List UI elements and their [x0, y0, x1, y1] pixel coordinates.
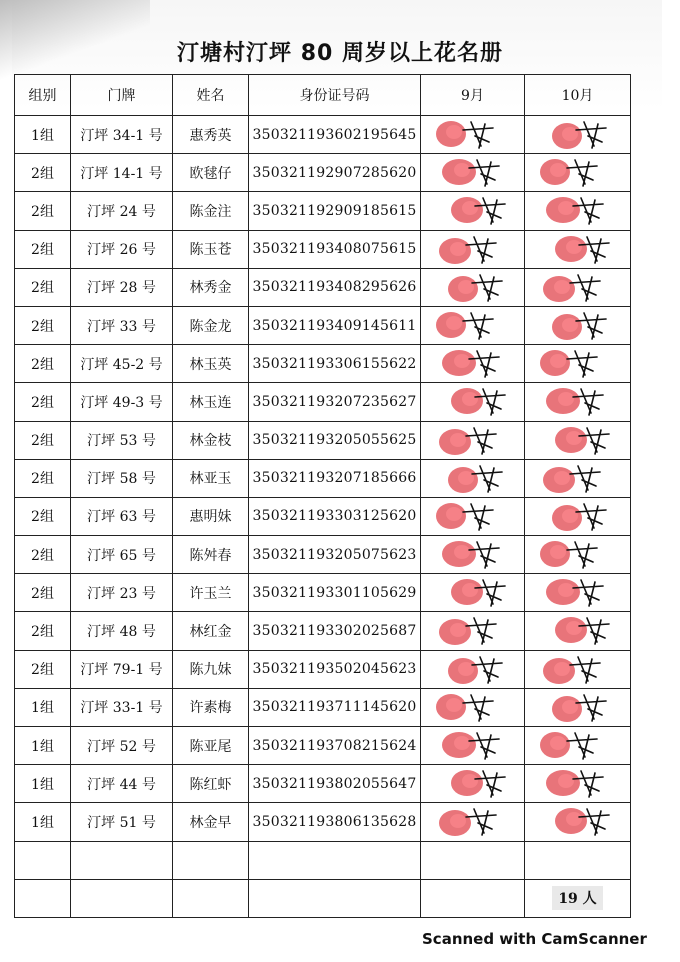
- id-cell: 350321193205055625: [249, 421, 421, 459]
- total-cell: [525, 879, 631, 917]
- door-cell: 汀坪 58 号: [71, 459, 173, 497]
- door-cell: 汀坪 53 号: [71, 421, 173, 459]
- handwritten-signature: [463, 122, 493, 148]
- sig-month-9: [421, 497, 525, 535]
- sig-month-10: [525, 765, 631, 803]
- handwritten-signature: [463, 313, 493, 339]
- id-cell: 350321193708215624: [249, 727, 421, 765]
- fingerprint-stamp: [421, 574, 521, 610]
- fingerprint-stamp: [525, 803, 625, 839]
- sig-month-9: [421, 383, 525, 421]
- sig-month-10: [525, 612, 631, 650]
- roster-table: [14, 74, 631, 918]
- name-cell: 欧毬仔: [173, 154, 249, 192]
- table-row: [15, 727, 631, 765]
- header-row: [15, 75, 631, 116]
- table-row: [15, 306, 631, 344]
- id-cell: 350321193207185666: [249, 459, 421, 497]
- id-cell: 350321192909185615: [249, 192, 421, 230]
- fingerprint-stamp: [421, 689, 521, 725]
- sig-month-9: [421, 650, 525, 688]
- fingerprint-stamp: [421, 612, 521, 648]
- sig-month-9: [421, 230, 525, 268]
- fingerprint-stamp: [421, 231, 521, 267]
- group-cell: 2组: [15, 497, 71, 535]
- sig-month-10: [525, 230, 631, 268]
- name-cell: 陈玉苍: [173, 230, 249, 268]
- blank-row: [15, 841, 631, 879]
- sig-month-9: [421, 192, 525, 230]
- group-cell: 2组: [15, 268, 71, 306]
- door-cell: 汀坪 65 号: [71, 536, 173, 574]
- fingerprint-stamp: [421, 345, 521, 381]
- door-cell: 汀坪 63 号: [71, 497, 173, 535]
- door-cell: 汀坪 52 号: [71, 727, 173, 765]
- door-cell: 汀坪 23 号: [71, 574, 173, 612]
- table-row: [15, 192, 631, 230]
- door-cell: 汀坪 49-3 号: [71, 383, 173, 421]
- door-cell: 汀坪 14-1 号: [71, 154, 173, 192]
- sig-month-10: [525, 116, 631, 154]
- name-cell: 陈九妹: [173, 650, 249, 688]
- door-cell: 汀坪 51 号: [71, 803, 173, 841]
- sig-month-10: [525, 383, 631, 421]
- fingerprint-stamp: [525, 612, 625, 648]
- name-cell: 陈金注: [173, 192, 249, 230]
- door-cell: 汀坪 33-1 号: [71, 688, 173, 726]
- handwritten-signature: [463, 695, 493, 721]
- sig-month-10: [525, 306, 631, 344]
- name-cell: 林玉英: [173, 345, 249, 383]
- fingerprint-stamp: [525, 460, 625, 496]
- table-row: [15, 688, 631, 726]
- fingerprint-stamp: [525, 231, 625, 267]
- group-cell: 2组: [15, 192, 71, 230]
- sig-month-10: [525, 650, 631, 688]
- fingerprint-stamp: [525, 192, 625, 228]
- table-row: [15, 383, 631, 421]
- sig-month-10: [525, 421, 631, 459]
- id-cell: 350321193409145611: [249, 306, 421, 344]
- door-cell: 汀坪 24 号: [71, 192, 173, 230]
- id-cell: 350321193408075615: [249, 230, 421, 268]
- name-cell: 林金枝: [173, 421, 249, 459]
- sig-month-9: [421, 154, 525, 192]
- sig-month-10: [525, 803, 631, 841]
- sig-month-10: [525, 727, 631, 765]
- table-row: [15, 230, 631, 268]
- table-row: [15, 154, 631, 192]
- fingerprint-stamp: [421, 192, 521, 228]
- handwritten-signature: [567, 733, 597, 759]
- fingerprint-stamp: [421, 498, 521, 534]
- sig-month-9: [421, 803, 525, 841]
- sig-month-9: [421, 688, 525, 726]
- table-row: [15, 765, 631, 803]
- sig-month-10: [525, 459, 631, 497]
- sig-month-9: [421, 345, 525, 383]
- sig-month-9: [421, 421, 525, 459]
- header-month-9: 9月: [421, 75, 525, 116]
- group-cell: 2组: [15, 421, 71, 459]
- group-cell: 2组: [15, 574, 71, 612]
- id-cell: 350321193301105629: [249, 574, 421, 612]
- id-cell: 350321193711145620: [249, 688, 421, 726]
- name-cell: 林秀金: [173, 268, 249, 306]
- table-row: [15, 612, 631, 650]
- group-cell: 1组: [15, 803, 71, 841]
- group-cell: 1组: [15, 765, 71, 803]
- handwritten-signature: [567, 542, 597, 568]
- sig-month-9: [421, 268, 525, 306]
- header-door: 门牌: [71, 75, 173, 116]
- sig-month-10: [525, 688, 631, 726]
- fingerprint-stamp: [525, 345, 625, 381]
- table-row: [15, 268, 631, 306]
- sig-month-9: [421, 306, 525, 344]
- table-row: [15, 803, 631, 841]
- id-cell: 350321193303125620: [249, 497, 421, 535]
- table-row: [15, 536, 631, 574]
- header-month-10: 10月: [525, 75, 631, 116]
- group-cell: 1组: [15, 116, 71, 154]
- id-cell: 350321193502045623: [249, 650, 421, 688]
- fingerprint-stamp: [421, 269, 521, 305]
- id-cell: 350321193802055647: [249, 765, 421, 803]
- door-cell: 汀坪 48 号: [71, 612, 173, 650]
- fingerprint-stamp: [525, 689, 625, 725]
- name-cell: 惠明妹: [173, 497, 249, 535]
- fingerprint-stamp: [421, 116, 521, 152]
- table-row: [15, 574, 631, 612]
- group-cell: 2组: [15, 154, 71, 192]
- id-cell: 350321193408295626: [249, 268, 421, 306]
- group-cell: 2组: [15, 230, 71, 268]
- group-cell: 1组: [15, 688, 71, 726]
- id-cell: 350321193602195645: [249, 116, 421, 154]
- fingerprint-stamp: [421, 422, 521, 458]
- id-cell: 350321193207235627: [249, 383, 421, 421]
- fingerprint-stamp: [421, 765, 521, 801]
- group-cell: 2组: [15, 345, 71, 383]
- fingerprint-stamp: [525, 727, 625, 763]
- table-body: [15, 116, 631, 842]
- handwritten-signature: [567, 160, 597, 186]
- table-row: [15, 459, 631, 497]
- door-cell: 汀坪 44 号: [71, 765, 173, 803]
- sig-month-9: [421, 727, 525, 765]
- total-row: [15, 879, 631, 917]
- group-cell: 2组: [15, 459, 71, 497]
- table-row: [15, 116, 631, 154]
- fingerprint-stamp: [525, 651, 625, 687]
- fingerprint-stamp: [421, 803, 521, 839]
- group-cell: 2组: [15, 536, 71, 574]
- group-cell: 2组: [15, 306, 71, 344]
- name-cell: 林金早: [173, 803, 249, 841]
- sig-month-10: [525, 574, 631, 612]
- id-cell: 350321192907285620: [249, 154, 421, 192]
- sig-month-9: [421, 765, 525, 803]
- name-cell: 许素梅: [173, 688, 249, 726]
- door-cell: 汀坪 45-2 号: [71, 345, 173, 383]
- door-cell: 汀坪 79-1 号: [71, 650, 173, 688]
- table-row: [15, 650, 631, 688]
- header-group: 组别: [15, 75, 71, 116]
- sig-month-10: [525, 154, 631, 192]
- door-cell: 汀坪 26 号: [71, 230, 173, 268]
- sig-month-10: [525, 268, 631, 306]
- fingerprint-stamp: [421, 307, 521, 343]
- sig-month-10: [525, 345, 631, 383]
- name-cell: 许玉兰: [173, 574, 249, 612]
- id-cell: 350321193806135628: [249, 803, 421, 841]
- name-cell: 陈亚尾: [173, 727, 249, 765]
- sig-month-9: [421, 574, 525, 612]
- name-cell: 林红金: [173, 612, 249, 650]
- id-cell: 350321193302025687: [249, 612, 421, 650]
- fingerprint-stamp: [421, 383, 521, 419]
- fingerprint-stamp: [421, 460, 521, 496]
- sig-month-10: [525, 536, 631, 574]
- table-row: [15, 421, 631, 459]
- fingerprint-stamp: [525, 765, 625, 801]
- door-cell: 汀坪 33 号: [71, 306, 173, 344]
- name-cell: 陈红虾: [173, 765, 249, 803]
- page-title: 汀塘村汀坪 80 周岁以上花名册: [177, 41, 503, 66]
- id-cell: 350321193306155622: [249, 345, 421, 383]
- header-name: 姓名: [173, 75, 249, 116]
- name-cell: 陈舛春: [173, 536, 249, 574]
- name-cell: 林玉连: [173, 383, 249, 421]
- fingerprint-stamp: [421, 154, 521, 190]
- header-id: 身份证号码: [249, 75, 421, 116]
- fingerprint-stamp: [525, 422, 625, 458]
- group-cell: 1组: [15, 727, 71, 765]
- door-cell: 汀坪 34-1 号: [71, 116, 173, 154]
- handwritten-signature: [463, 504, 493, 530]
- handwritten-signature: [567, 351, 597, 377]
- total-count: 19 人: [552, 886, 602, 910]
- fingerprint-stamp: [421, 536, 521, 572]
- sig-month-10: [525, 497, 631, 535]
- sig-month-9: [421, 536, 525, 574]
- sig-month-9: [421, 459, 525, 497]
- fingerprint-stamp: [525, 154, 625, 190]
- table-row: [15, 497, 631, 535]
- fingerprint-stamp: [421, 727, 521, 763]
- table-row: [15, 345, 631, 383]
- name-cell: 陈金龙: [173, 306, 249, 344]
- sig-month-10: [525, 192, 631, 230]
- fingerprint-stamp: [525, 383, 625, 419]
- fingerprint-stamp: [525, 498, 625, 534]
- fingerprint-stamp: [525, 536, 625, 572]
- id-cell: 350321193205075623: [249, 536, 421, 574]
- group-cell: 2组: [15, 650, 71, 688]
- fingerprint-stamp: [525, 269, 625, 305]
- group-cell: 2组: [15, 612, 71, 650]
- fingerprint-stamp: [525, 116, 625, 152]
- sig-month-9: [421, 612, 525, 650]
- name-cell: 惠秀英: [173, 116, 249, 154]
- name-cell: 林亚玉: [173, 459, 249, 497]
- sig-month-9: [421, 116, 525, 154]
- fingerprint-stamp: [421, 651, 521, 687]
- group-cell: 2组: [15, 383, 71, 421]
- door-cell: 汀坪 28 号: [71, 268, 173, 306]
- fingerprint-stamp: [525, 574, 625, 610]
- scanner-watermark: Scanned with CamScanner: [422, 930, 647, 948]
- fingerprint-stamp: [525, 307, 625, 343]
